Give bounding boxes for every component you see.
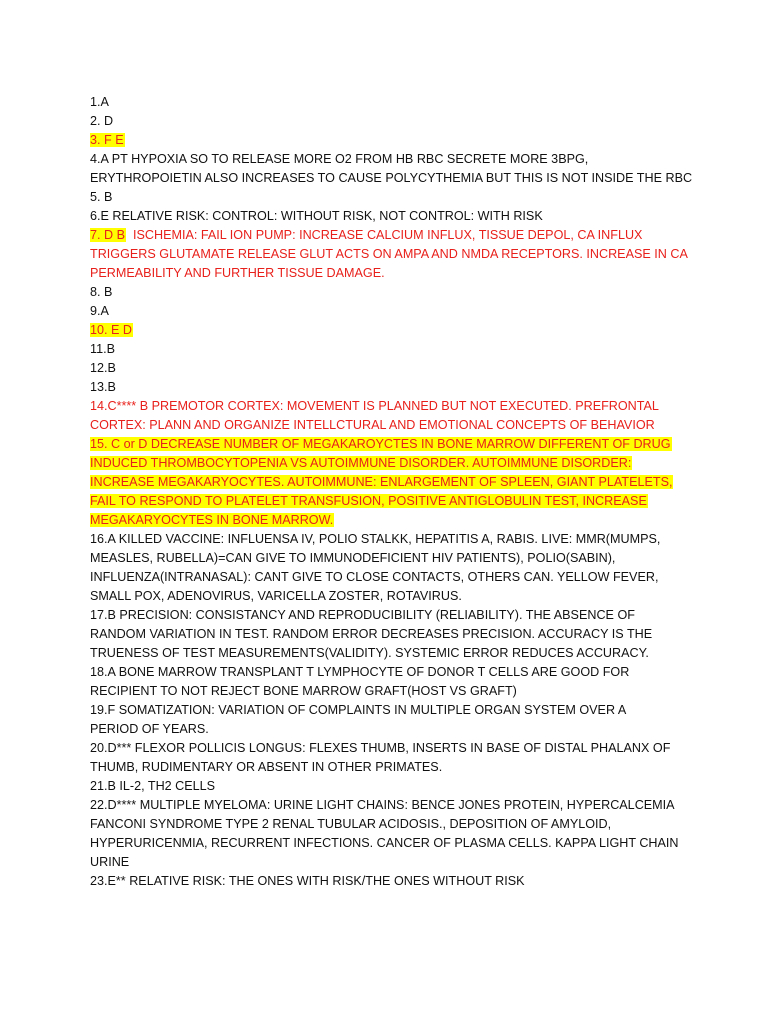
document-line xyxy=(90,302,690,321)
document-line xyxy=(90,663,690,682)
document-line-text: 23.E** RELATIVE RISK: THE ONES WITH RISK/THE ONES WITHOUT RISK xyxy=(90,874,525,888)
document-line-text: ERYTHROPOIETIN ALSO INCREASES TO CAUSE POLYCYTHEMIA BUT THIS IS NOT INSIDE THE RBC xyxy=(90,171,693,185)
document-line-text: 4.A PT HYPOXIA SO TO RELEASE MORE O2 FROM HB RBC SECRETE MORE 3BPG, xyxy=(90,152,589,166)
document-line xyxy=(90,359,690,378)
document-line-text: TRUENESS OF TEST MEASUREMENTS(VALIDITY). SYSTEMIC ERROR REDUCES ACCURACY. xyxy=(90,646,649,660)
document-line xyxy=(90,378,690,397)
document-line-text: 8. B xyxy=(90,285,113,299)
document-line-text: 7. D B xyxy=(90,228,125,242)
document-line-text: 14.C**** B PREMOTOR CORTEX: MOVEMENT IS PLANNED BUT NOT EXECUTED. PREFRONTAL xyxy=(90,399,659,413)
document-line xyxy=(90,112,690,131)
document-line xyxy=(90,853,690,872)
document-line-text: URINE xyxy=(90,855,130,869)
document-line-text: 12.B xyxy=(90,361,116,375)
document-line xyxy=(90,454,690,473)
document-line-text: 20.D*** FLEXOR POLLICIS LONGUS: FLEXES THUMB, INSERTS IN BASE OF DISTAL PHALANX OF xyxy=(90,741,671,755)
document-line-text: 22.D**** MULTIPLE MYELOMA: URINE LIGHT CHAINS: BENCE JONES PROTEIN, HYPERCALCEMIA xyxy=(90,798,675,812)
document-line-text: HYPERURICENMIA, RECURRENT INFECTIONS. CANCER OF PLASMA CELLS. KAPPA LIGHT CHAIN xyxy=(90,836,679,850)
document-line xyxy=(90,739,690,758)
document-line xyxy=(90,245,690,264)
document-line-text: TRIGGERS GLUTAMATE RELEASE GLUT ACTS ON AMPA AND NMDA RECEPTORS. INCREASE IN CA xyxy=(90,247,688,261)
document-line-text: 17.B PRECISION: CONSISTANCY AND REPRODUCIBILITY (RELIABILITY). THE ABSENCE OF xyxy=(90,608,635,622)
document-line-text: MEASLES, RUBELLA)=CAN GIVE TO IMMUNODEFICIENT HIV PATIENTS), POLIO(SABIN), xyxy=(90,551,616,565)
document-line xyxy=(90,625,690,644)
document-line xyxy=(90,758,690,777)
document-line xyxy=(90,530,690,549)
document-line-text: 1.A xyxy=(90,95,109,109)
document-line-text: THUMB, RUDIMENTARY OR ABSENT IN OTHER PRIMATES. xyxy=(90,760,443,774)
document-line-text: 18.A BONE MARROW TRANSPLANT T LYMPHOCYTE OF DONOR T CELLS ARE GOOD FOR xyxy=(90,665,630,679)
document-line-text: 9.A xyxy=(90,304,109,318)
document-line xyxy=(90,93,690,112)
document-line xyxy=(90,834,690,853)
document-line xyxy=(90,720,690,739)
document-line-text: INDUCED THROMBOCYTOPENIA VS AUTOIMMUNE DISORDER. AUTOIMMUNE DISORDER: xyxy=(90,456,632,470)
document-line-text: 10. E D xyxy=(90,323,132,337)
document-line-text: SMALL POX, ADENOVIRUS, VARICELLA ZOSTER, ROTAVIRUS. xyxy=(90,589,462,603)
document-line-text: 5. B xyxy=(90,190,113,204)
document-line xyxy=(90,397,690,416)
document-line-text: FAIL TO RESPOND TO PLATELET TRANSFUSION, POSITIVE ANTIGLOBULIN TEST, INCREASE xyxy=(90,494,647,508)
document-line xyxy=(90,473,690,492)
document-line xyxy=(90,264,690,283)
document-line xyxy=(90,340,690,359)
document-line-text: 16.A KILLED VACCINE: INFLUENSA IV, POLIO STALKK, HEPATITIS A, RABIS. LIVE: MMR(MUMPS, xyxy=(90,532,661,546)
document-line xyxy=(90,815,690,834)
document-line xyxy=(90,587,690,606)
document-line xyxy=(90,492,690,511)
document-line-text: 13.B xyxy=(90,380,116,394)
document-line xyxy=(90,207,690,226)
document-line-text: CORTEX: PLANN AND ORGANIZE INTELLCTURAL AND EMOTIONAL CONCEPTS OF BEHAVIOR xyxy=(90,418,655,432)
document-line xyxy=(90,169,693,188)
document-line xyxy=(90,644,690,663)
document-line-text: INFLUENZA(INTRANASAL): CANT GIVE TO CLOSE CONTACTS, OTHERS CAN. YELLOW FEVER, xyxy=(90,570,659,584)
document-line xyxy=(90,701,690,720)
document-line xyxy=(90,283,690,302)
document-line-text: 2. D xyxy=(90,114,114,128)
document-line-text: INCREASE MEGAKARYOCYTES. AUTOIMMUNE: ENLARGEMENT OF SPLEEN, GIANT PLATELETS, xyxy=(90,475,673,489)
document-line xyxy=(90,321,690,340)
document-line xyxy=(90,435,690,454)
document-line-text: 11.B xyxy=(90,342,115,356)
document-line xyxy=(90,511,690,530)
document-line-text: PERMEABILITY AND FURTHER TISSUE DAMAGE. xyxy=(90,266,385,280)
document-line xyxy=(90,777,690,796)
document-line xyxy=(90,416,690,435)
answer-key-text xyxy=(90,93,693,891)
document-line xyxy=(90,568,690,587)
document-line xyxy=(90,796,690,815)
document-line-text: 6.E RELATIVE RISK: CONTROL: WITHOUT RISK, NOT CONTROL: WITH RISK xyxy=(90,209,543,223)
document-line-text-continuation: ISCHEMIA: FAIL ION PUMP: INCREASE CALCIUM INFLUX, TISSUE DEPOL, CA INFLUX xyxy=(126,228,643,242)
document-line-text: FANCONI SYNDROME TYPE 2 RENAL TUBULAR ACIDOSIS., DEPOSITION OF AMYLOID, xyxy=(90,817,612,831)
document-line xyxy=(90,226,690,245)
document-line-text: 21.B IL-2, TH2 CELLS xyxy=(90,779,216,793)
document-line-text: 19.F SOMATIZATION: VARIATION OF COMPLAINTS IN MULTIPLE ORGAN SYSTEM OVER A xyxy=(90,703,627,717)
document-line-text: 15. C or D DECREASE NUMBER OF MEGAKAROYCTES IN BONE MARROW DIFFERENT OF DRUG xyxy=(90,437,671,451)
document-line xyxy=(90,606,690,625)
document-line xyxy=(90,549,690,568)
document-line xyxy=(90,682,690,701)
document-line-text: RANDOM VARIATION IN TEST. RANDOM ERROR DECREASES PRECISION. ACCURACY IS THE xyxy=(90,627,653,641)
document-line-text: RECIPIENT TO NOT REJECT BONE MARROW GRAFT(HOST VS GRAFT) xyxy=(90,684,517,698)
document-line-text: MEGAKARYOCYTES IN BONE MARROW. xyxy=(90,513,334,527)
document-line-text: PERIOD OF YEARS. xyxy=(90,722,209,736)
document-line xyxy=(90,188,690,207)
document-line-text: 3. F E xyxy=(90,133,124,147)
document-line xyxy=(90,131,690,150)
document-line xyxy=(90,872,690,891)
document-line xyxy=(90,150,690,169)
